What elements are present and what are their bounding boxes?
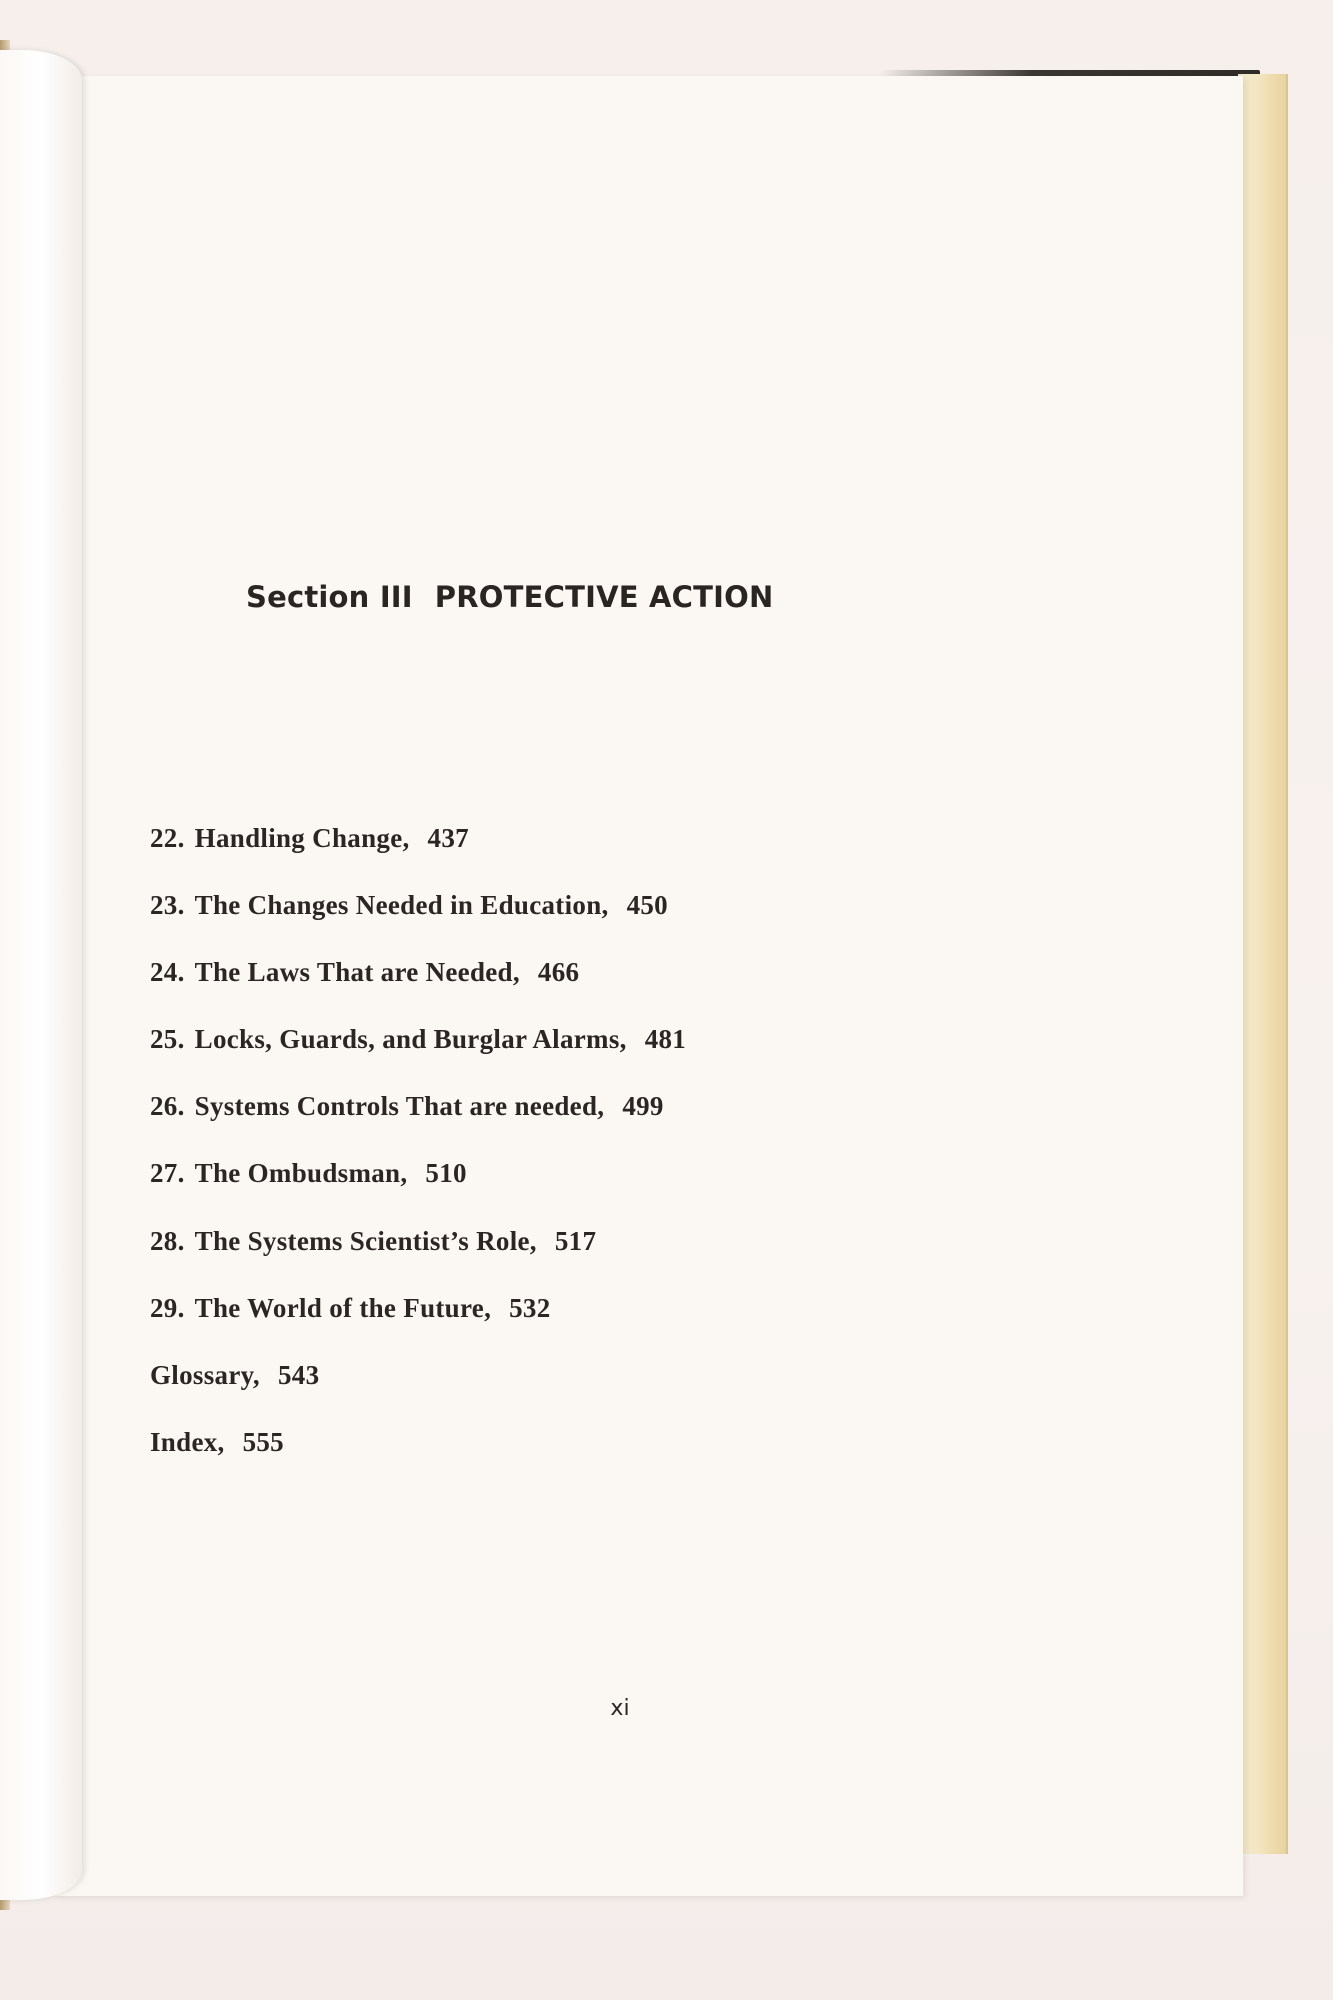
toc-entry-title: The Ombudsman, [194, 1158, 408, 1189]
section-label: Section III [246, 580, 413, 614]
toc-entry [150, 885, 686, 952]
toc-entry-number: 23. [150, 890, 185, 921]
toc-entry-page: 543 [277, 1359, 320, 1390]
facing-page-curl [0, 50, 82, 1900]
toc-entry-number: 27. [150, 1158, 185, 1189]
toc-entry [150, 1221, 686, 1288]
toc-entry-title: Handling Change, [194, 823, 410, 853]
toc-entry-title: The Systems Scientist’s Role, [194, 1225, 537, 1256]
toc-entry-number: 25. [150, 1024, 185, 1055]
toc-entry-page: 466 [537, 957, 580, 988]
toc-entry-title: Systems Controls That are needed, [194, 1091, 605, 1122]
toc-entry-page: 499 [622, 1091, 664, 1122]
toc-entry-number: 28. [150, 1225, 185, 1256]
toc-entry-page: 532 [509, 1292, 551, 1323]
book-cover-edge [1238, 74, 1288, 1854]
toc-entry-page: 437 [427, 823, 469, 853]
section-heading [246, 580, 773, 614]
page-folio: xi [610, 1696, 630, 1721]
toc-entry [150, 1153, 686, 1220]
toc-entry-title: The Laws That are Needed, [194, 957, 520, 988]
toc-entry [150, 1019, 686, 1086]
toc-entry-page: 450 [626, 890, 668, 921]
toc-entry-title: Glossary, [150, 1359, 260, 1390]
table-of-contents [150, 818, 686, 1489]
toc-entry-number: 24. [150, 957, 185, 988]
toc-entry-number: 29. [150, 1292, 185, 1323]
toc-entry-page: 555 [242, 1426, 284, 1457]
section-title: PROTECTIVE ACTION [434, 580, 774, 614]
toc-entry-title: The Changes Needed in Education, [194, 890, 609, 921]
toc-entry-title: Locks, Guards, and Burglar Alarms, [194, 1024, 627, 1055]
toc-entry [150, 1288, 686, 1355]
toc-entry-glossary [150, 1355, 686, 1422]
toc-entry-title: Index, [150, 1426, 225, 1457]
toc-entry [150, 952, 686, 1019]
toc-entry-index [150, 1422, 686, 1489]
toc-entry [150, 1086, 686, 1153]
toc-entry-number: 22. [150, 823, 185, 853]
toc-entry-page: 517 [554, 1225, 597, 1256]
toc-entry-number: 26. [150, 1091, 185, 1122]
toc-entry-page: 481 [644, 1024, 687, 1055]
toc-entry [150, 818, 686, 885]
toc-entry-title: The World of the Future, [194, 1292, 492, 1323]
toc-entry-page: 510 [425, 1158, 467, 1189]
